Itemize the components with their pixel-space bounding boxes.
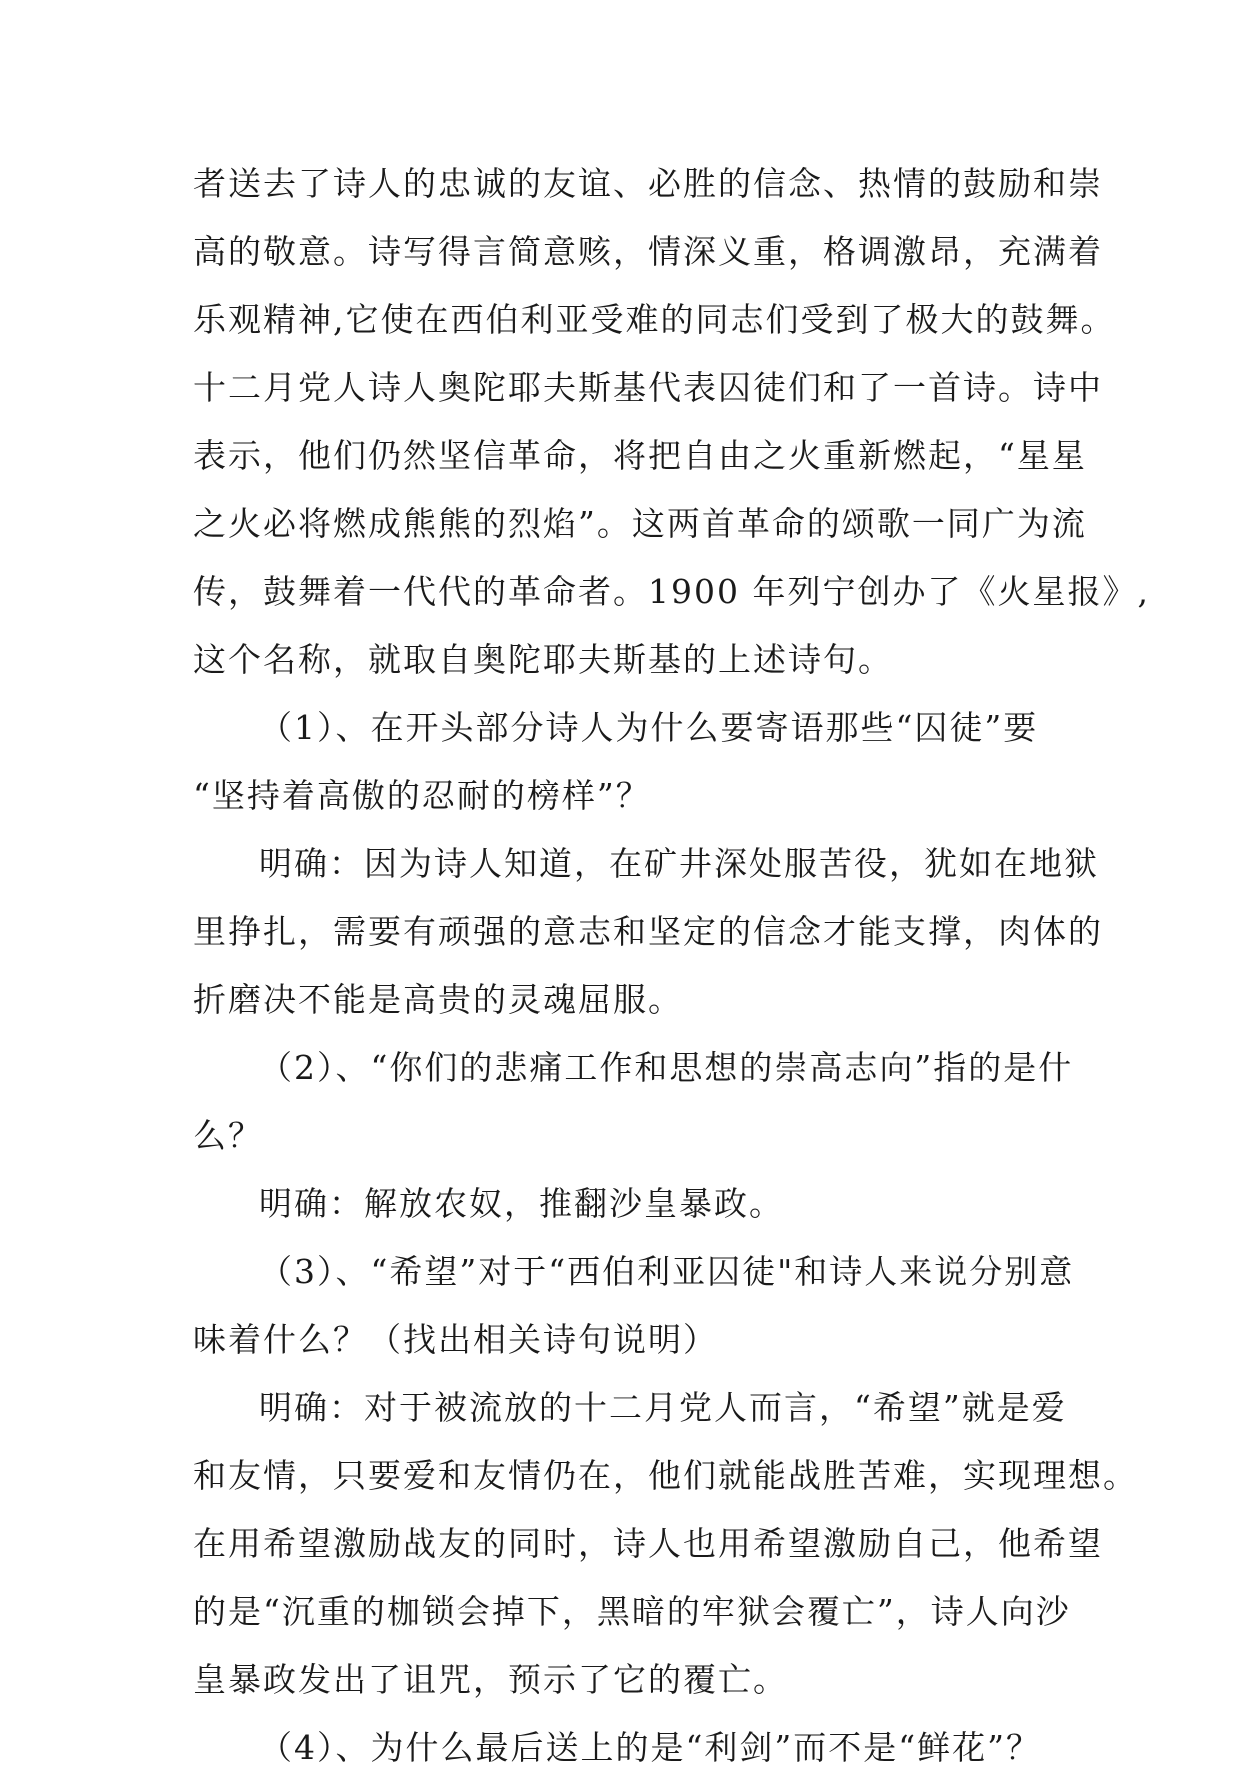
text-line: （1）、在开头部分诗人为什么要寄语那些“囚徒”要 <box>259 708 1039 747</box>
document-body <box>193 150 1150 1782</box>
text-line: 明确：对于被流放的十二月党人而言，“希望”就是爱 <box>259 1388 1067 1427</box>
text-line: 明确：解放农奴，推翻沙皇暴政。 <box>259 1184 784 1223</box>
text-line: 高的敬意。诗写得言简意赅，情深义重，格调激昂，充满着 <box>193 232 1103 271</box>
question-4 <box>193 1714 1093 1782</box>
answer-1 <box>193 830 1103 1034</box>
text-line: 明确：因为诗人知道，在矿井深处服苦役，犹如在地狱 <box>259 844 1099 883</box>
text-line: 表示，他们仍然坚信革命，将把自由之火重新燃起，“星星 <box>193 436 1087 475</box>
text-line: “坚持着高傲的忍耐的榜样”？ <box>193 776 651 815</box>
text-line: （2）、“你们的悲痛工作和思想的崇高志向”指的是什 <box>259 1048 1074 1087</box>
text-line: 里挣扎，需要有顽强的意志和坚定的信念才能支撑，肉体的 <box>193 912 1103 951</box>
text-line: 这个名称，就取自奥陀耶夫斯基的上述诗句。 <box>193 640 893 679</box>
text-line: 乐观精神,它使在西伯利亚受难的同志们受到了极大的鼓舞。 <box>193 300 1116 339</box>
text-line: 味着什么？（找出相关诗句说明） <box>193 1320 718 1359</box>
question-1 <box>193 694 1093 830</box>
text-line: 皇暴政发出了诅咒，预示了它的覆亡。 <box>193 1660 788 1699</box>
answer-2 <box>193 1170 1093 1238</box>
text-line: 么？ <box>193 1116 263 1155</box>
text-line: 传，鼓舞着一代代的革命者。1900 年列宁创办了《火星报》, <box>193 572 1150 611</box>
text-line: （3）、“希望”对于“西伯利亚囚徒"和诗人来说分别意 <box>259 1252 1075 1291</box>
text-line: 折磨决不能是高贵的灵魂屈服。 <box>193 980 683 1019</box>
text-line: 在用希望激励战友的同时，诗人也用希望激励自己，他希望 <box>193 1524 1103 1563</box>
question-3 <box>193 1238 1093 1374</box>
paragraph-background <box>193 150 1150 694</box>
text-line: 和友情，只要爱和友情仍在，他们就能战胜苦难，实现理想。 <box>193 1456 1138 1495</box>
text-line: 者送去了诗人的忠诚的友谊、必胜的信念、热情的鼓励和崇 <box>193 164 1103 203</box>
question-2 <box>193 1034 1093 1170</box>
text-line: 的是“沉重的枷锁会掉下，黑暗的牢狱会覆亡”，诗人向沙 <box>193 1592 1071 1631</box>
text-line: （4）、为什么最后送上的是“利剑”而不是“鲜花”？ <box>259 1728 1041 1767</box>
text-line: 十二月党人诗人奥陀耶夫斯基代表囚徒们和了一首诗。诗中 <box>193 368 1103 407</box>
answer-3 <box>193 1374 1138 1714</box>
text-line: 之火必将燃成熊熊的烈焰”。这两首革命的颂歌一同广为流 <box>193 504 1087 543</box>
